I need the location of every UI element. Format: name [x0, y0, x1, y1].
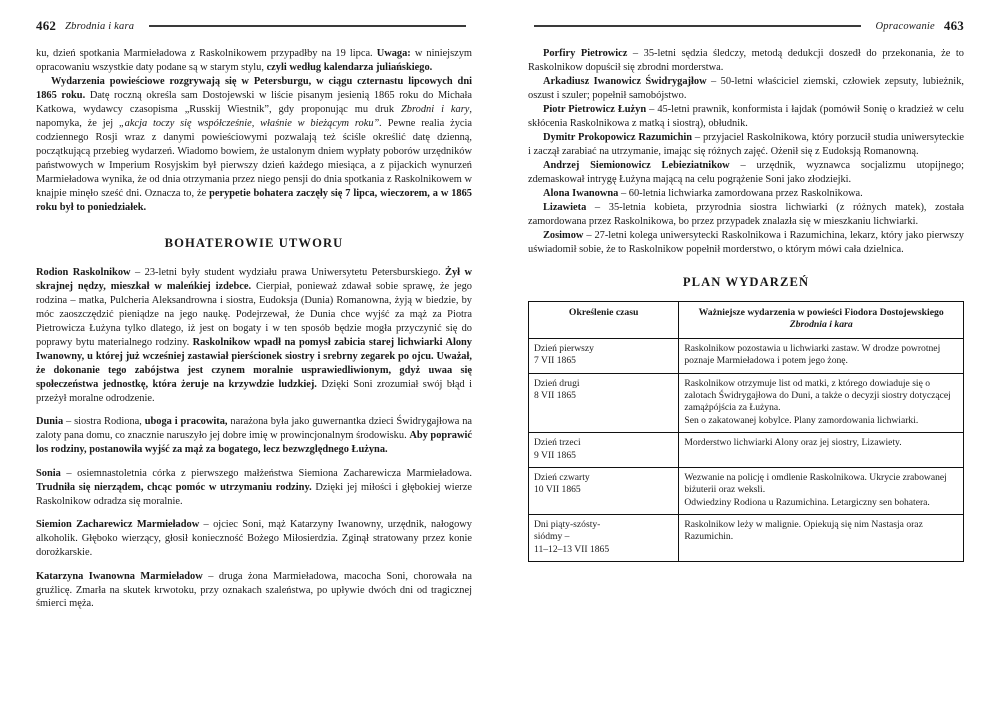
right-running-head [528, 18, 964, 34]
paragraph-continuation [36, 47, 472, 75]
text-run: Cierpiał, ponieważ zdawał sobie sprawę, że jego rodzina – matka, Pulcheria Aleksandrowna i siostra, Eudoksja (Dunia) Romanowna, żyją w biedzie, by móc zaoszczędzić pieniądze na jego naukę. Podejrzewał, że Dunia chce wyjść za mąż za Piotra Pietrowicza Łużyna tylko dlatego, iż jest on bogaty i w ten sposób będzie mogła przyczynić się do poprawy bytu materialnego rodziny. [36, 280, 472, 348]
text-run: „akcja toczy się współcześnie, właśnie w bieżącym roku”. [118, 117, 382, 129]
time-line: Dni piąty-szósty- [534, 519, 601, 531]
time-line: Dzień drugi [534, 377, 580, 389]
cell-events [679, 373, 964, 433]
character-entry [36, 518, 472, 560]
plan-table [528, 301, 964, 562]
text-run: – urzędnik, wyznawca socjalizmu utopijnego; zdemaskował intrygę Łużyna mającą na celu pogrążenie Soni jako złodziejki. [528, 159, 964, 185]
time-line: Dzień pierwszy [534, 342, 594, 354]
table-row [529, 338, 964, 373]
time-line: 11–12–13 VII 1865 [534, 543, 610, 555]
column-header-events [679, 301, 964, 338]
text-run: Arkadiusz Iwanowicz Świdrygajłow [543, 75, 707, 87]
cell-time [529, 433, 679, 468]
text-run: Lizawieta [543, 201, 587, 213]
text-run: – osiemnastoletnia córka z pierwszego małżeństwa Siemiona Zacharewicza Marmieładowa. [60, 467, 472, 479]
right-folio: 463 [943, 18, 964, 33]
event-text: Odwiedziny Rodiona u Razumichina. Letargiczny sen bohatera. [684, 496, 930, 508]
event-text: Sen o zakatowanej kobylce. Plany zamordowania lichwiarki. [684, 414, 919, 426]
left-body-text [36, 47, 472, 215]
text-run: Uwaga: [376, 48, 411, 59]
cell-events [679, 433, 964, 468]
character-entry [528, 103, 964, 131]
text-run: Trudniła się nierządem, chcąc pomóc w utrzymaniu rodziny. [36, 481, 312, 493]
character-entry [528, 131, 964, 159]
text-run: Sonia [36, 467, 61, 479]
time-line: 9 VII 1865 [534, 449, 576, 461]
character-entry [528, 47, 964, 75]
text-run: – 45-letni prawnik, konformista i łajdak (pomówił Sonię o kradzież w celu skłócenia Raskolnikowa z matką i siostrą), obłudnik. [528, 103, 964, 129]
heading-bohaterowie: BOHATEROWIE UTWORU [164, 235, 344, 250]
text-run: perypetie bohatera zaczęły się 7 lipca, wieczorem, a w 1865 roku był to poniedziałek. [36, 187, 472, 213]
time-line: Dzień trzeci [534, 437, 581, 449]
column-header-time: Określenie czasu [529, 301, 679, 338]
text-run: Dzięki jej miłości i głębokiej wierze Raskolnikow odradza się moralnie. [36, 481, 472, 507]
event-text: Raskolnikow otrzymuje list od matki, z którego dowiaduje się o zalotach Świdrygajłowa do Duni, a także o decyzji siostry dotyczącej zamążpójścia za Łużyna. [684, 377, 951, 414]
character-entry [528, 201, 964, 229]
paragraph-events-intro [36, 75, 472, 215]
right-running-title: Opracowanie [875, 20, 935, 32]
text-run: ku, dzień spotkania Marmieładowa z Raskolnikowem przypadłby na 19 lipca. [36, 48, 377, 59]
event-text: Morderstwo lichwiarki Alony oraz jej siostry, Lizawiety. [684, 437, 902, 449]
text-run: Alona Iwanowna [543, 187, 619, 199]
text-run: – 60-letnia lichwiarka zamordowana przez Raskolnikowa. [618, 187, 863, 199]
text-run: , napomyka, że jej [36, 103, 472, 129]
text-run: – 27-letni kolega uniwersytecki Raskolnikowa i Razumichina, lekarz, który jako pierwszy uświadomił sobie, że to Raskolnikow popełnił morderstwo, o którym mówi cała dzielnica. [528, 229, 964, 255]
table-row [529, 433, 964, 468]
header-rule [534, 25, 861, 27]
time-line: 10 VII 1865 [534, 484, 581, 496]
table-row [529, 467, 964, 514]
right-page [500, 0, 1000, 712]
text-run: – przyjaciel Raskolnikowa, który porzucił studia uniwersyteckie i zaczął zarabiać na utrzymanie, imając się różnych zajęć. Ożenił się z Eudoksją Romanowną. [528, 131, 964, 157]
heading-plan-wydarzen: PLAN WYDARZEŃ [682, 274, 810, 289]
table-header-row [529, 301, 964, 338]
text-run: Datę roczną określa sam Dostojewski w liście pisanym jesienią 1865 roku do Michała Katkowa, wydawcy czasopisma „Russkij Wiestnik”, gdy proponując mu druk [36, 89, 472, 115]
text-run: Siemion Zacharewicz Marmieładow [36, 519, 200, 531]
text-run: – ojciec Soni, mąż Katarzyny Iwanowny, urzędnik, nałogowy alkoholik. Głęboko wierzący, głosił konieczność Bożego Miłosierdzia. Zginął stratowany przez konie dorożkarskie. [36, 519, 472, 559]
character-entry [36, 467, 472, 509]
text-run: – druga żona Marmieładowa, macocha Soni, chorowała na gruźlicę. Zmarła na skutek krwotoku, przy oznakach szaleństwa, po upływie dwóch dni od tragicznej śmierci męża. [36, 570, 473, 610]
text-run: – 35-letni sędzia śledczy, metodą dedukcji doszedł do przekonania, że to Raskolnikow dopuścił się zbrodni morderstwa. [528, 48, 964, 73]
text-run: – 23-letni były student wydziału prawa Uniwersytetu Petersburskiego. [130, 266, 446, 278]
cell-time [529, 373, 679, 433]
character-entry [528, 159, 964, 187]
text-run: czyli według kalendarza juliańskiego. [266, 61, 433, 73]
text-run: w niniejszym opracowaniu wszystkie daty podane są w starym stylu, [36, 48, 473, 73]
left-character-list [36, 266, 472, 612]
table-row [529, 373, 964, 433]
text-run: – 35-letnia kobieta, przyrodnia siostra lichwiarki (z różnych matek), została zamordowana przez Raskolnikowa, bo przez przypadek znalazła się w mieszkaniu lichwiarki. [528, 201, 964, 227]
text-run: Zbrodni i kary [401, 103, 470, 115]
event-text: Raskolnikow leży w malignie. Opiekują się nim Nastasja oraz Razumichin. [684, 519, 923, 543]
text-run: Katarzyna Iwanowna Marmieładow [36, 570, 203, 582]
text-run: Rodion Raskolnikow [36, 266, 131, 278]
header-rule [149, 25, 466, 27]
cell-time [529, 338, 679, 373]
text-run: Raskolnikow wpadł na pomysł zabicia starej lichwiarki Alony Iwanowny, u której już wcześniej zastawiał pierścionek siostry i srebrny zegarek po ojcu. Uważał, że dokonanie tego zabójstwa jest czynem moralnie usprawiedliwionym, gdyż uwaa się społeczeństwa jednostkę, która żeruje na krzywdzie ludzkiej. [36, 336, 473, 390]
text-run: Zosimow [543, 229, 584, 241]
cell-events [679, 338, 964, 373]
event-text: Wezwanie na policję i omdlenie Raskolnikowa. Ukrycie zrabowanej biżuterii oraz weksli. [684, 471, 947, 496]
table-row [529, 515, 964, 562]
column-header-events-line1: Ważniejsze wydarzenia w powieści Fiodora Dostojewskiego [698, 306, 944, 318]
text-run: Dzięki Soni zrozumiał swój błąd i przeżył moralne odrodzenie. [36, 378, 472, 404]
cell-events [679, 515, 964, 562]
text-run: Żył w skrajnej nędzy, mieszkał w maleńkiej izdebce. [36, 266, 472, 292]
character-entry [36, 415, 472, 457]
time-line: siódmy – [534, 531, 570, 543]
text-run: Dunia [36, 416, 64, 428]
character-entry [36, 266, 472, 406]
cell-time [529, 467, 679, 514]
text-run: Porfiry Pietrowicz [543, 48, 628, 59]
time-line: 8 VII 1865 [534, 390, 576, 402]
character-entry [36, 570, 472, 612]
text-run: Pewne realia życia codziennego Rosji wraz z danymi powieściowymi pozwalają też ściśle określić datę dzienną, początkującą przebieg wydarzeń. Wiadomo bowiem, że ustalonym dniem wypłaty poborów urzędników państwowych w Imperium Rosyjskim był pierwszy dzień każdego miesiąca, a z pijackich wynurzeń Marmieładowa wynika, że od dnia otrzymania przez niego pensji do dnia spotkania z Raskolnikowem w knajpie minęło sześć dni. Oznacza to, że [36, 117, 472, 199]
text-run: Aby poprawić los rodziny, postanowiła wyjść za mąż za bogatego, lecz bezwzględnego Łużyna. [36, 430, 472, 456]
text-run: – siostra Rodiona, [63, 416, 145, 428]
text-run: Piotr Pietrowicz Łużyn [543, 103, 647, 115]
text-run: Andrzej Siemionowicz Lebieziatnikow [543, 159, 730, 171]
text-run: – 50-letni właściciel ziemski, człowiek zepsuty, lubieżnik, oszust i szuler; popełnił samobójstwo. [528, 75, 964, 101]
time-line: Dzień czwarty [534, 471, 590, 483]
event-text: Raskolnikow pozostawia u lichwiarki zastaw. W drodze powrotnej poznaje Marmieładowa i potem jego żonę. [684, 342, 941, 367]
character-entry [528, 229, 964, 257]
cell-events [679, 467, 964, 514]
text-run: uboga i pracowita, [144, 416, 228, 428]
left-running-title: Zbrodnia i kara [65, 20, 135, 32]
text-run: Dymitr Prokopowicz Razumichin [543, 131, 693, 143]
character-entry [528, 187, 964, 201]
cell-time [529, 515, 679, 562]
plan-table-body [529, 338, 964, 561]
left-running-head [36, 18, 472, 34]
text-run: Wydarzenia powieściowe rozgrywają się w Petersburgu, w ciągu czternastu lipcowych dni 1865 roku. [36, 75, 472, 101]
time-line: 7 VII 1865 [534, 355, 576, 367]
column-header-events-line2: Zbrodnia i kara [789, 319, 853, 331]
character-entry [528, 75, 964, 103]
text-run: narażona była jako guwernantka dzieci Świdrygajłowa na zaloty pana domu, co znacznie naruszyło jej dobre imię w prowincjonalnym środowisku. [36, 416, 472, 442]
right-character-list [528, 47, 964, 257]
left-folio: 462 [36, 18, 57, 33]
